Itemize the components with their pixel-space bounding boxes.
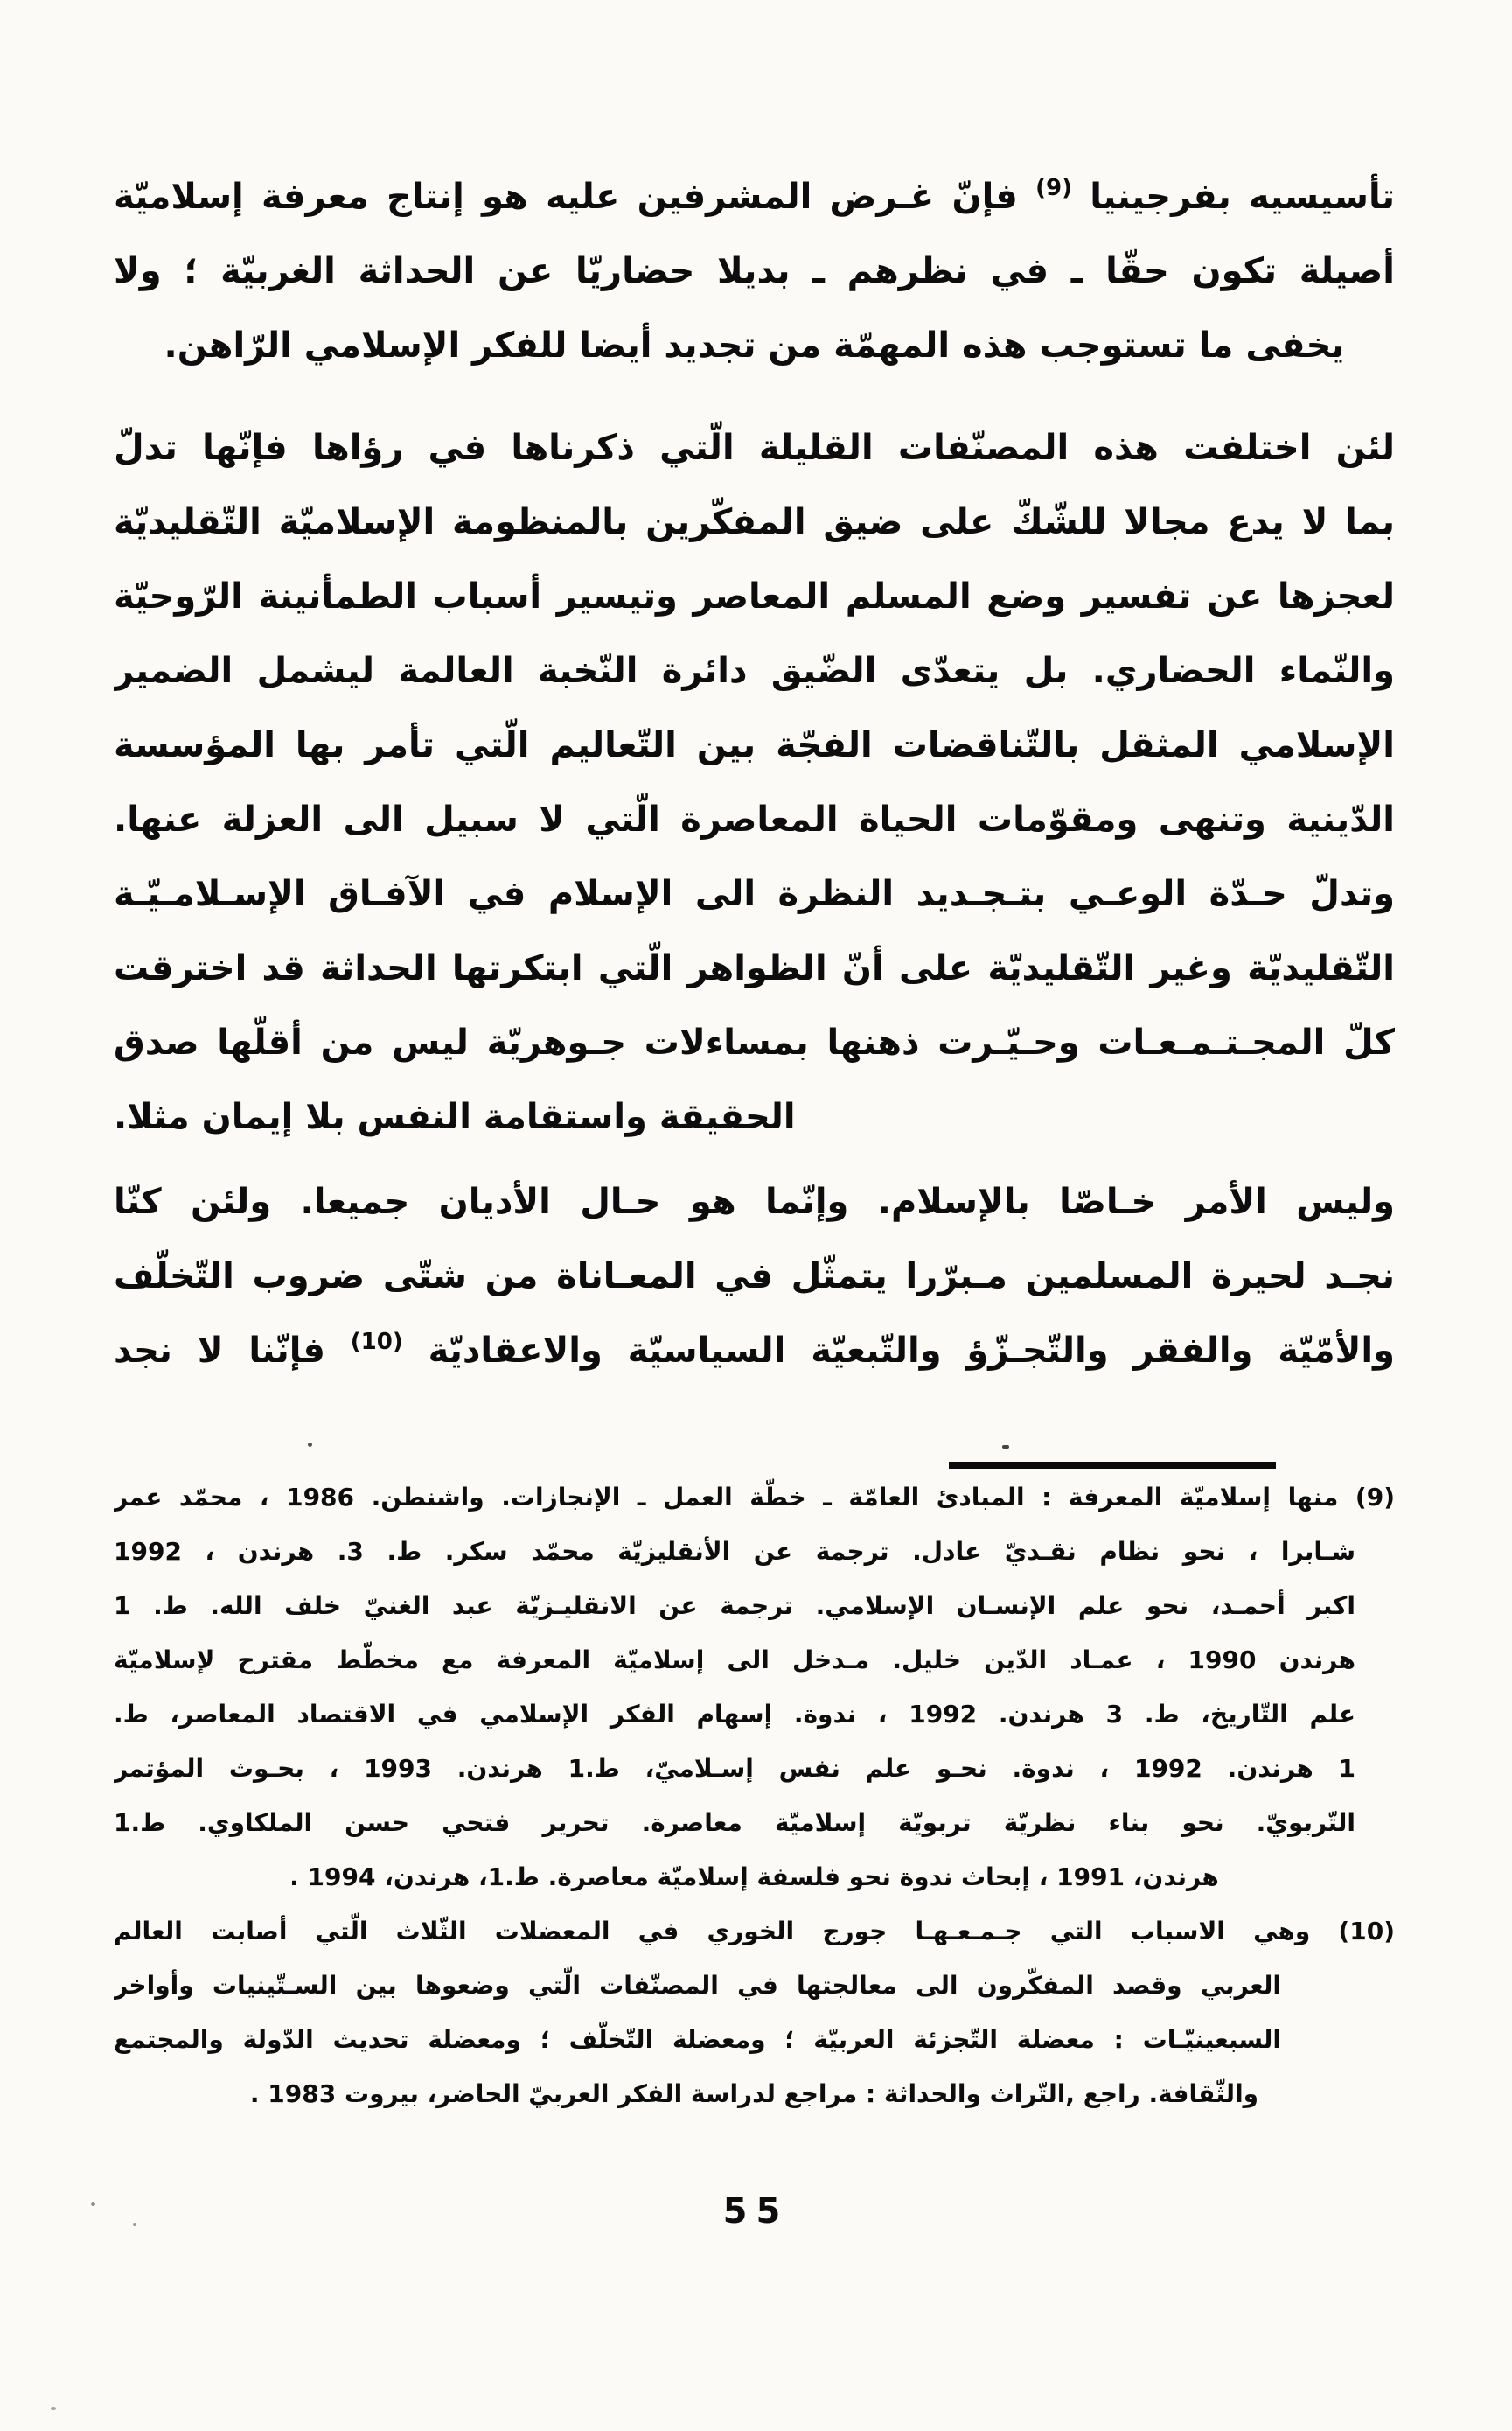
footnote-line: (10) وهي الاسباب التي جـمـعـهـا جورج الخوري في المعضلات الثّلاث الّتي أصابت العالم bbox=[114, 1917, 1395, 1945]
footnote-line: هرندن 1990 ، عمـاد الدّين خليل. مـدخل الى إسلاميّة المعرفة مع مخطّط مقترح لإسلاميّة bbox=[114, 1645, 1355, 1674]
paragraph-3 bbox=[114, 1165, 1395, 1388]
footnote-9 bbox=[114, 1470, 1395, 1904]
footnote-line: هرندن، 1991 ، إبحاث ندوة نحو فلسفة إسلاميّة معاصرة. ط.1، هرندن، 1994 . bbox=[289, 1862, 1219, 1891]
scan-speck bbox=[91, 2202, 95, 2206]
footnote-line: اكبر أحمـد، نحو علم الإنسـان الإسلامي. ترجمة عن الانقليـزيّة عبد الغنيّ خلف الله. ط. 1 bbox=[114, 1591, 1355, 1620]
scan-speck bbox=[308, 1443, 312, 1447]
footnote-line: شـابرا ، نحو نظام نقـديّ عادل. ترجمة عن الأنقليزيّة محمّد سكر. ط. 3. هرندن ، 1992 bbox=[114, 1537, 1355, 1566]
footnote-reference: (10) bbox=[350, 1329, 403, 1355]
line-text: والأمّيّة والفقر والتّجـزّؤ والتّبعيّة السياسيّة والاعقاديّة bbox=[402, 1331, 1395, 1371]
body-line: وتدلّ حـدّة الوعـي بتـجـديد النظرة الى الإسلام في الآفـاق الإسـلامـيّـة bbox=[114, 874, 1395, 914]
footnote-line: علم التّاريخ، ط. 3 هرندن. 1992 ، ندوة. إسهام الفكر الإسلامي في الاقتصاد المعاصر، ط. bbox=[114, 1700, 1355, 1729]
body-line: نجـد لحيرة المسلمين مـبرّرا يتمثّل في المعـاناة من شتّى ضروب التّخلّف bbox=[114, 1256, 1395, 1296]
footnote-line: والثّقافة. راجع ,التّراث والحداثة : مراجع لدراسة الفكر العربيّ الحاضر، بيروت 1983 . bbox=[249, 2079, 1259, 2108]
body-line: الإسلامي المثقل بالتّناقضات الفجّة بين التّعاليم الّتي تأمر بها المؤسسة bbox=[114, 725, 1395, 765]
body-line: أصيلة تكون حقّا ـ في نظرهم ـ بديلا حضاريّا عن الحداثة الغربيّة ؛ ولا bbox=[114, 251, 1395, 291]
footnote-divider bbox=[949, 1462, 1276, 1469]
page-number: 55 bbox=[722, 2191, 790, 2232]
footnotes-section bbox=[114, 1470, 1395, 2121]
paragraph-2 bbox=[114, 411, 1395, 1155]
body-line: كلّ المجـتـمـعـات وحـيّـرت ذهنها بمساءلات جـوهريّة ليس من أقلّها صدق bbox=[114, 1023, 1395, 1063]
footnote-reference: (9) bbox=[1035, 175, 1072, 201]
footnote-10 bbox=[114, 1904, 1395, 2121]
body-line: لعجزها عن تفسير وضع المسلم المعاصر وتيسير أسباب الطمأنينة الرّوحيّة bbox=[114, 576, 1395, 617]
scan-speck bbox=[133, 2223, 136, 2226]
paragraph-1 bbox=[114, 160, 1395, 383]
footnote-line: 1 هرندن. 1992 ، ندوة. نحـو علم نفس إسـلاميّ، ط.1 هرندن. 1993 ، بحـوث المؤتمر bbox=[114, 1754, 1355, 1783]
footnote-line: السبعينيّـات : معضلة التّجزئة العربيّة ؛ ومعضلة التّخلّف ؛ ومعضلة تحديث الدّولة والمجتمع bbox=[114, 2025, 1281, 2054]
footnote-line: التّربويّ. نحو بناء نظريّة تربويّة إسلاميّة معاصرة. تحرير فتحي حسن الملكاوي. ط.1 bbox=[114, 1808, 1355, 1837]
footnote-line: العربي وقصد المفكّرون الى معالجتها في المصنّفات الّتي وضعوها بين السـتّينيات وأواخر bbox=[114, 1971, 1281, 2000]
body-line bbox=[114, 1314, 1395, 1388]
scan-speck bbox=[51, 2407, 56, 2410]
body-line: والنّماء الحضاري. بل يتعدّى الضّيق دائرة النّخبة العالمة ليشمل الضمير bbox=[114, 651, 1395, 691]
body-line: يخفى ما تستوجب هذه المهمّة من تجديد أيضا للفكر الإسلامي الرّاهن. bbox=[164, 325, 1345, 366]
body-line: التّقليديّة وغير التّقليديّة على أنّ الظواهر الّتي ابتكرتها الحداثة قد اخترقت bbox=[114, 948, 1395, 988]
line-text: فإنّ غـرض المشرفين عليه هو إنتاج معرفة إسلاميّة bbox=[114, 177, 1036, 217]
body-line: بما لا يدع مجالا للشّكّ على ضيق المفكّرين بالمنظومة الإسلاميّة التّقليديّة bbox=[114, 502, 1395, 542]
line-text: تأسيسيه بفرجينيا bbox=[1071, 177, 1395, 217]
footnote-line: (9) منها إسلاميّة المعرفة : المبادئ العامّة ـ خطّة العمل ـ الإنجازات. واشنطن. 1986 ، محمّد عمر bbox=[114, 1483, 1395, 1512]
scan-speck bbox=[1002, 1445, 1009, 1449]
line-text: فإنّنا لا نجد bbox=[114, 1331, 351, 1371]
body-line bbox=[114, 160, 1395, 234]
body-line: وليس الأمر خـاصّا بالإسلام. وإنّما هو حـال الأديان جميعا. ولئن كنّا bbox=[114, 1182, 1395, 1222]
body-line: الحقيقة واستقامة النفس بلا إيمان مثلا. bbox=[114, 1097, 796, 1137]
body-line: الدّينية وتنهى ومقوّمات الحياة المعاصرة الّتي لا سبيل الى العزلة عنها. bbox=[114, 800, 1395, 840]
body-line: لئن اختلفت هذه المصنّفات القليلة الّتي ذكرناها في رؤاها فإنّها تدلّ bbox=[114, 428, 1395, 468]
